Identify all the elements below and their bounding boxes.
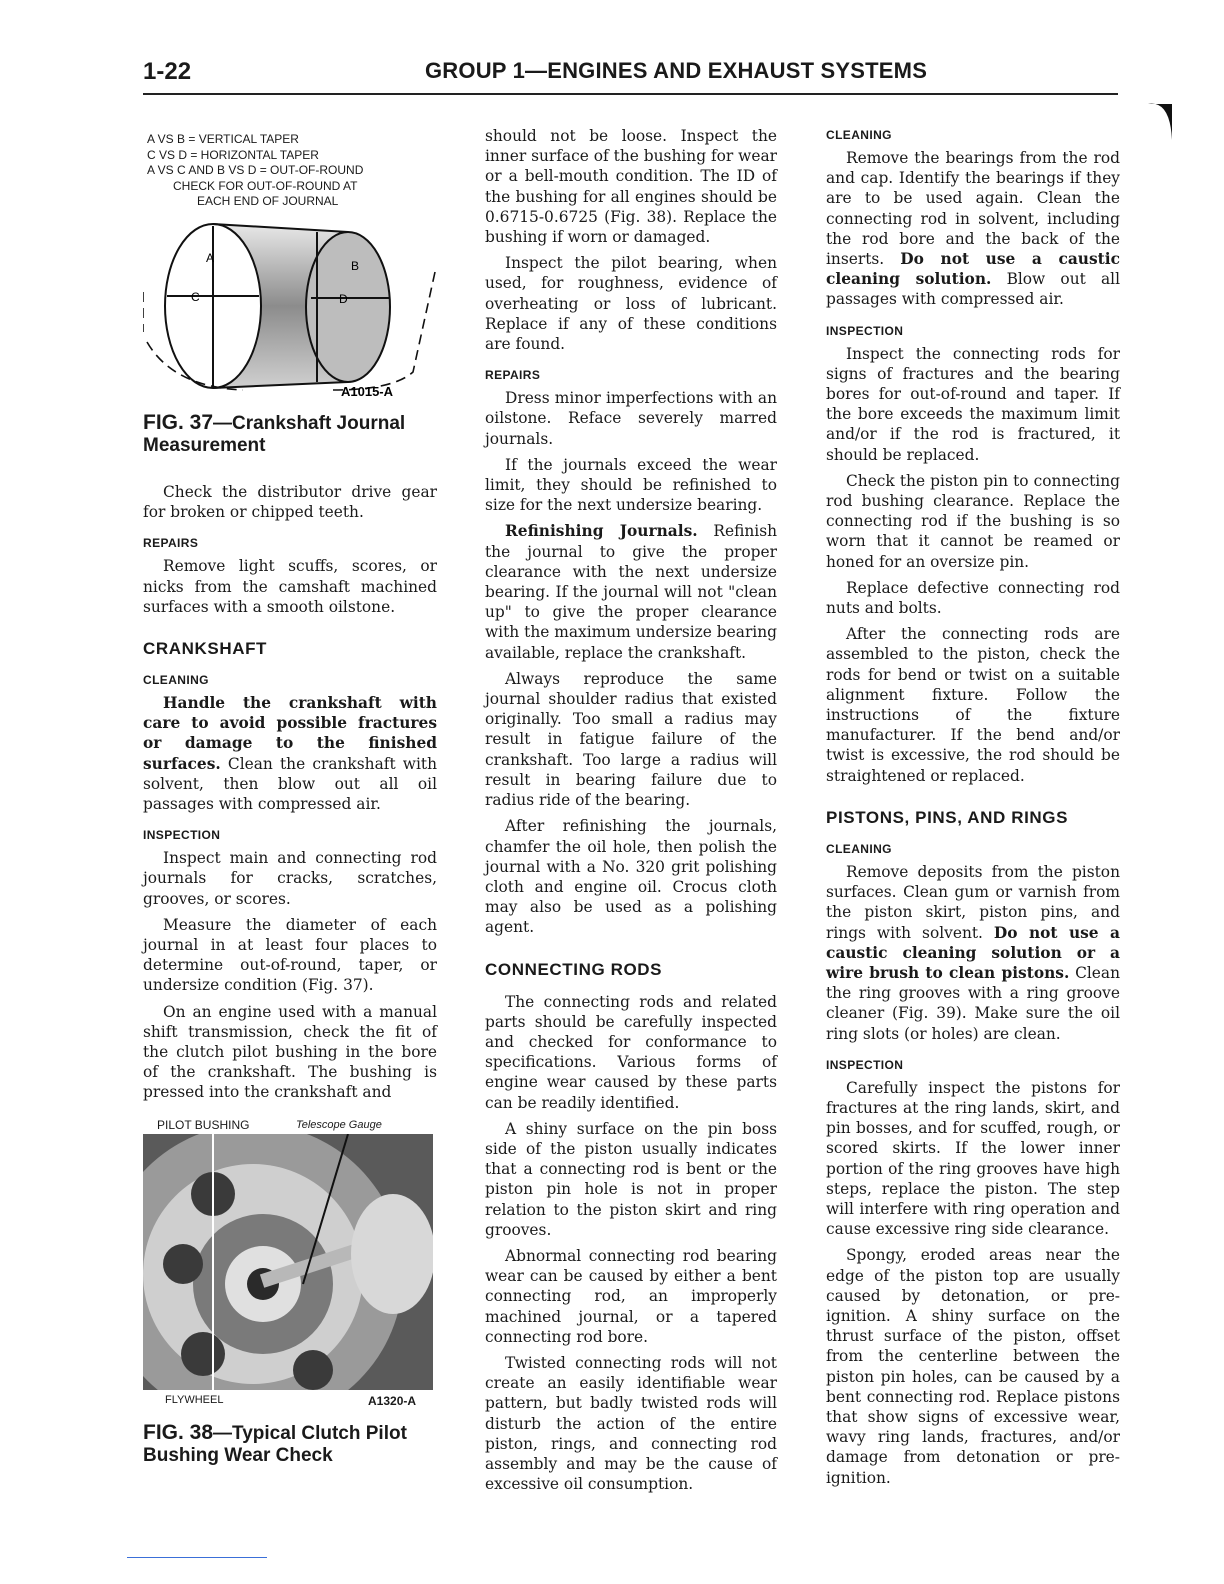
paragraph: Inspect the connecting rods for signs of fractures and the bearing bores for out-of-round and taper. If the bore exceeds the maximum limit and/or if the rod is fractured, it should be replaced.: [826, 344, 1120, 464]
bold-warning: Handle the crankshaft with care to avoid possible fractures or damage to the finished surfaces.: [143, 694, 437, 773]
paragraph: Remove light scuffs, scores, or nicks from the camshaft machined surfaces with a smooth oilstone.: [143, 557, 437, 616]
fig38-label-pilot: PILOT BUSHING: [157, 1118, 250, 1132]
section-heading-pistons: PISTONS, PINS, AND RINGS: [826, 807, 1069, 827]
fig38-code: A1320-A: [368, 1394, 417, 1408]
paragraph: [826, 148, 1120, 310]
bold-warning: Do not use a caustic cleaning solution or a wire brush to clean pistons.: [826, 923, 1120, 982]
legend-line: A VS C AND B VS D = OUT-OF-ROUND: [147, 163, 364, 177]
section-heading-crankshaft: CRANKSHAFT: [143, 639, 268, 659]
fig38-number: FIG. 38: [143, 1421, 214, 1444]
paragraph: Inspect main and connecting rod journals for cracks, scratches, grooves, or scores.: [143, 849, 437, 908]
page-corner-mark: [1146, 100, 1174, 142]
bold-warning: Do not use a caustic cleaning solution.: [826, 250, 1120, 289]
legend-line: C VS D = HORIZONTAL TAPER: [147, 147, 319, 162]
label-d: D: [339, 292, 348, 306]
paragraph: [485, 521, 777, 662]
page-header: [143, 58, 1118, 88]
paragraph: [826, 862, 1120, 1044]
paragraph: Check the distributor drive gear for broken or chipped teeth.: [143, 483, 437, 522]
left-column: [143, 482, 437, 1109]
crankshaft-journal-diagram: [143, 212, 443, 402]
section-heading-connecting-rods: CONNECTING RODS: [485, 959, 663, 979]
paragraph: If the journals exceed the wear limit, they should be refinished to size for the next undersize bearing.: [485, 455, 777, 515]
paragraph: Replace defective connecting rod nuts and bolts.: [826, 578, 1120, 618]
header-rule: [143, 93, 1118, 95]
fig38-label-gauge: Telescope Gauge: [296, 1119, 382, 1131]
paragraph-text: Remove deposits from the piston surfaces. Clean gum or varnish from the piston skirt, piston pins, and rings with solvent.: [826, 862, 1120, 942]
paragraph: Always reproduce the same journal shoulder radius that existed originally. Too small a radius may result in fatigue failure of the crankshaft. Too large a radius will result in bearing failure due to radius ride of the bearing.: [485, 669, 777, 810]
paragraph-text: Clean the crankshaft with solvent, then blow out all oil passages with compressed air.: [143, 754, 437, 814]
paragraph: After the connecting rods are assembled to the piston, check the rods for bend or twist on a suitable alignment fixture. Follow the instructions of the fixture manufacturer. If the bend and/or twist is excessive, the rod should be straightened or replaced.: [826, 625, 1120, 785]
scan-artifact-line: [127, 1557, 267, 1558]
paragraph: Twisted connecting rods will not create an easily identifiable wear pattern, but badly twisted rods will disturb the action of the entire piston, rings, and connecting rod assembly and may be the cause of excessive oil consumption.: [485, 1353, 777, 1494]
subheading-repairs: REPAIRS: [485, 368, 541, 383]
paragraph: On an engine used with a manual shift transmission, check the fit of the clutch pilot bushing in the bore of the crankshaft. The bushing is pressed into the crankshaft and: [143, 1002, 437, 1102]
fig37-title: —Crankshaft Journal Measurement: [143, 413, 406, 456]
paragraph: After refinishing the journals, chamfer the oil hole, then polish the journal with a No. 320 grit polishing cloth and engine oil. Crocus cloth may also be used as a polishing agent.: [485, 817, 777, 937]
fig38-title: —Typical Clutch Pilot Bushing Wear Check: [143, 1423, 407, 1466]
label-c: C: [191, 290, 200, 304]
fig38-caption: [143, 1422, 437, 1467]
fig37-legend: [147, 132, 363, 210]
legend-line: EACH END OF JOURNAL: [197, 194, 339, 208]
subheading-inspection: INSPECTION: [826, 323, 904, 338]
bold-term: Refinishing Journals.: [505, 522, 698, 541]
paragraph: The connecting rods and related parts should be carefully inspected and checked for conformance to specifications. Various forms of engine wear caused by these parts can be readily identified.: [485, 992, 777, 1112]
legend-line: CHECK FOR OUT-OF-ROUND AT: [173, 178, 358, 193]
paragraph: Abnormal connecting rod bearing wear can be caused by either a bent connecting rod, an improperly machined journal, or a tapered connecting rod bore.: [485, 1246, 777, 1346]
subheading-inspection: INSPECTION: [826, 1057, 904, 1072]
clutch-pilot-photo: [143, 1134, 433, 1390]
label-b: B: [351, 259, 360, 273]
subheading-cleaning: CLEANING: [143, 673, 209, 688]
paragraph-text: Blow out all passages with compressed air.: [826, 270, 1120, 309]
fig37-number: FIG. 37: [143, 411, 214, 434]
paragraph: Carefully inspect the pistons for fractures at the ring lands, skirt, and pin bosses, and for scuffed, rough, or scored skirts. If the lower inner portion of the ring grooves have high steps, replace the piston. The step will interfere with ring operation and cause excessive ring side clearance.: [826, 1078, 1120, 1239]
subheading-repairs: REPAIRS: [143, 536, 199, 551]
group-title: GROUP 1—ENGINES AND EXHAUST SYSTEMS: [425, 58, 928, 83]
paragraph: Check the piston pin to connecting rod bushing clearance. Replace the connecting rod if the bushing is so worn that it cannot be reamed or honed for an oversize pin.: [826, 471, 1120, 571]
paragraph: Measure the diameter of each journal in at least four places to determine out-of-round, taper, or undersize condition (Fig. 37).: [143, 915, 437, 995]
fig37-caption: [143, 412, 443, 457]
subheading-cleaning: CLEANING: [826, 128, 892, 142]
legend-line: A VS B = VERTICAL TAPER: [147, 132, 299, 146]
paragraph: Dress minor imperfections with an oilstone. Reface severely marred journals.: [485, 389, 777, 448]
subheading-cleaning: CLEANING: [826, 841, 892, 856]
fig37-code: A1015-A: [341, 384, 394, 399]
paragraph: A shiny surface on the pin boss side of the piston usually indicates that a connecting rod is bent or the piston pin hole is not in proper relation to the piston skirt and ring grooves.: [485, 1119, 777, 1239]
paragraph: Spongy, eroded areas near the edge of the piston top are usually caused by detonation, or pre-ignition. A shiny surface on the thrust surface of the piston, offset from the centerline between the piston pin holes, can be caused by a bent connecting rod. Replace pistons that show signs of excessive wear, wavy ring lands, fractures, and/or damage from detonation or pre-ignition.: [826, 1246, 1120, 1487]
middle-column: [485, 126, 777, 1500]
paragraph-text: Clean the ring grooves with a ring groove cleaner (Fig. 39). Make sure the oil ring slots (or holes) are clean.: [826, 963, 1120, 1043]
paragraph: Inspect the pilot bearing, when used, for roughness, evidence of overheating or loss of lubricant. Replace if any of these conditions are found.: [485, 254, 777, 354]
subheading-inspection: INSPECTION: [143, 828, 221, 843]
paragraph: should not be loose. Inspect the inner surface of the bushing for wear or a bell-mouth condition. The ID of the bushing for all engines should be 0.6715-0.6725 (Fig. 38). Replace the bushing if worn or damaged.: [485, 127, 777, 247]
paragraph-text: Refinish the journal to give the proper clearance with the next undersize bearing. If the journal will not "clean up" to give the proper clearance with the maximum undersize bearing available, replace the crankshaft.: [485, 522, 778, 662]
fig38-label-flywheel: FLYWHEEL: [165, 1394, 224, 1406]
label-a: A: [206, 251, 215, 265]
paragraph-text: Remove the bearings from the rod and cap. Identify the bearings if they are to be used again. Clean the connecting rod in solvent, including the rod bore and the back of the inserts.: [826, 149, 1120, 269]
right-column: [826, 124, 1120, 1494]
paragraph: [143, 693, 437, 814]
page-number: 1-22: [143, 58, 192, 85]
